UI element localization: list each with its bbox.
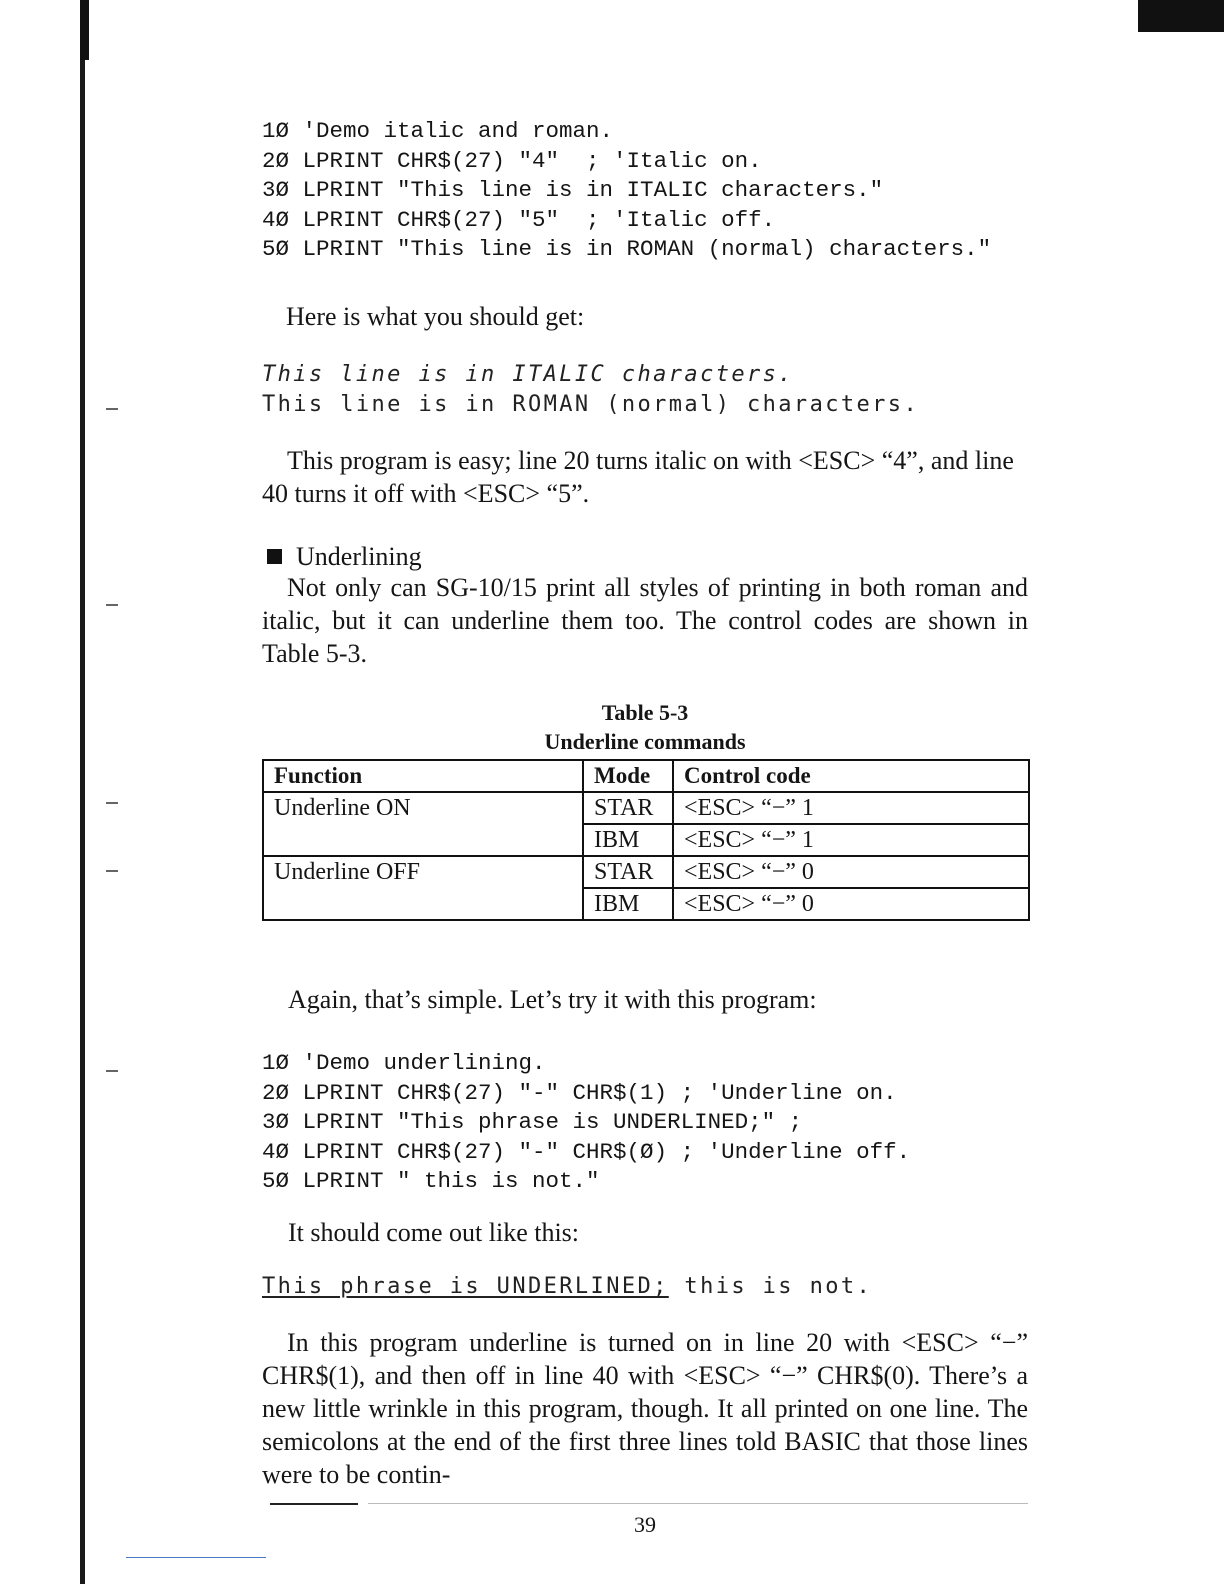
code-line: 4Ø LPRINT CHR$(27) "5" ; 'Italic off. <box>262 206 776 233</box>
code-line: 5Ø LPRINT " this is not." <box>262 1168 600 1194</box>
header-control-code: Control code <box>673 760 1029 792</box>
code-line: 2Ø LPRINT CHR$(27) "4" ; 'Italic on. <box>262 147 762 174</box>
underline-commands-table <box>262 759 1030 921</box>
code-listing-underline <box>262 1049 910 1197</box>
easy-paragraph-text: This program is easy; line 20 turns italic on with <ESC> “4”, and line 40 turns it off with <ESC> “5”. <box>262 446 1014 508</box>
footer-rule-short <box>270 1503 358 1505</box>
margin-tick <box>106 802 118 804</box>
header-mode: Mode <box>583 760 673 792</box>
table-caption-subtitle: Underline commands <box>544 729 746 754</box>
scan-edge-line <box>126 1557 266 1558</box>
cell-control-code: <ESC> “−” 1 <box>673 824 1029 856</box>
code-line: 5Ø LPRINT "This line is in ROMAN (normal) characters." <box>262 236 992 262</box>
underline-paragraph <box>262 571 1028 670</box>
table-row <box>263 792 1029 824</box>
cell-control-code: <ESC> “−” 0 <box>673 856 1029 888</box>
cell-control-code: <ESC> “−” 0 <box>673 888 1029 920</box>
code-line: 3Ø LPRINT "This phrase is UNDERLINED;" ; <box>262 1109 803 1135</box>
output-underlined-part: This phrase is UNDERLINED; <box>262 1274 669 1299</box>
page-edge-left-top <box>80 0 89 60</box>
table-caption-title: Table 5-3 <box>601 700 689 725</box>
output-italic-line: This line is in ITALIC characters. <box>262 362 794 387</box>
final-paragraph-text: In this program underline is turned on in line 20 with <ESC> “−” CHR$(1), and then off in line 40 with <ESC> “−” CHR$(0). There’s a new little wrinkle in this program, though. It all printed on one line. The semicolons at the end of the first three lines told BASIC that those lines were to be contin- <box>262 1328 1028 1489</box>
cell-mode: STAR <box>583 792 673 824</box>
table-header-row <box>263 760 1029 792</box>
code-line: 2Ø LPRINT CHR$(27) "-" CHR$(1) ; 'Underline on. <box>262 1079 897 1106</box>
page-corner-mark <box>1138 0 1224 32</box>
page-number: 39 <box>634 1512 656 1537</box>
output-roman-line: This line is in ROMAN (normal) characters. <box>262 392 920 417</box>
cell-function: Underline ON <box>263 792 583 856</box>
here-is-text: Here is what you should get: <box>286 302 585 331</box>
code-line: 3Ø LPRINT "This line is in ITALIC characters." <box>262 177 884 203</box>
cell-mode: IBM <box>583 888 673 920</box>
table-row <box>263 856 1029 888</box>
easy-paragraph <box>262 444 1028 510</box>
cell-function: Underline OFF <box>263 856 583 920</box>
margin-tick <box>106 1070 118 1072</box>
printer-output-italic-roman <box>262 360 919 420</box>
margin-tick <box>106 604 118 606</box>
printer-output-underline <box>262 1272 872 1302</box>
footer-rule-long <box>368 1503 1028 1504</box>
cell-control-code: <ESC> “−” 1 <box>673 792 1029 824</box>
code-line: 1Ø 'Demo underlining. <box>262 1050 546 1076</box>
page-edge-left <box>80 0 85 1584</box>
section-heading <box>267 540 422 573</box>
square-bullet-icon <box>267 549 282 564</box>
again-text: Again, that’s simple. Let’s try it with this program: <box>288 985 817 1014</box>
margin-tick <box>106 408 118 410</box>
output-plain-part: this is not. <box>668 1274 873 1299</box>
code-line: 4Ø LPRINT CHR$(27) "-" CHR$(Ø) ; 'Underline off. <box>262 1138 911 1165</box>
underline-paragraph-text: Not only can SG-10/15 print all styles of printing in both roman and italic, but it can underline them too. The control codes are shown in Table 5-3. <box>262 573 1028 668</box>
code-line: 1Ø 'Demo italic and roman. <box>262 118 614 144</box>
final-paragraph <box>262 1326 1028 1491</box>
heading-text: Underlining <box>296 542 422 571</box>
code-listing-italic <box>262 117 991 265</box>
should-come-text: It should come out like this: <box>288 1218 580 1247</box>
cell-mode: STAR <box>583 856 673 888</box>
margin-tick <box>106 870 118 872</box>
header-function: Function <box>263 760 583 792</box>
cell-mode: IBM <box>583 824 673 856</box>
